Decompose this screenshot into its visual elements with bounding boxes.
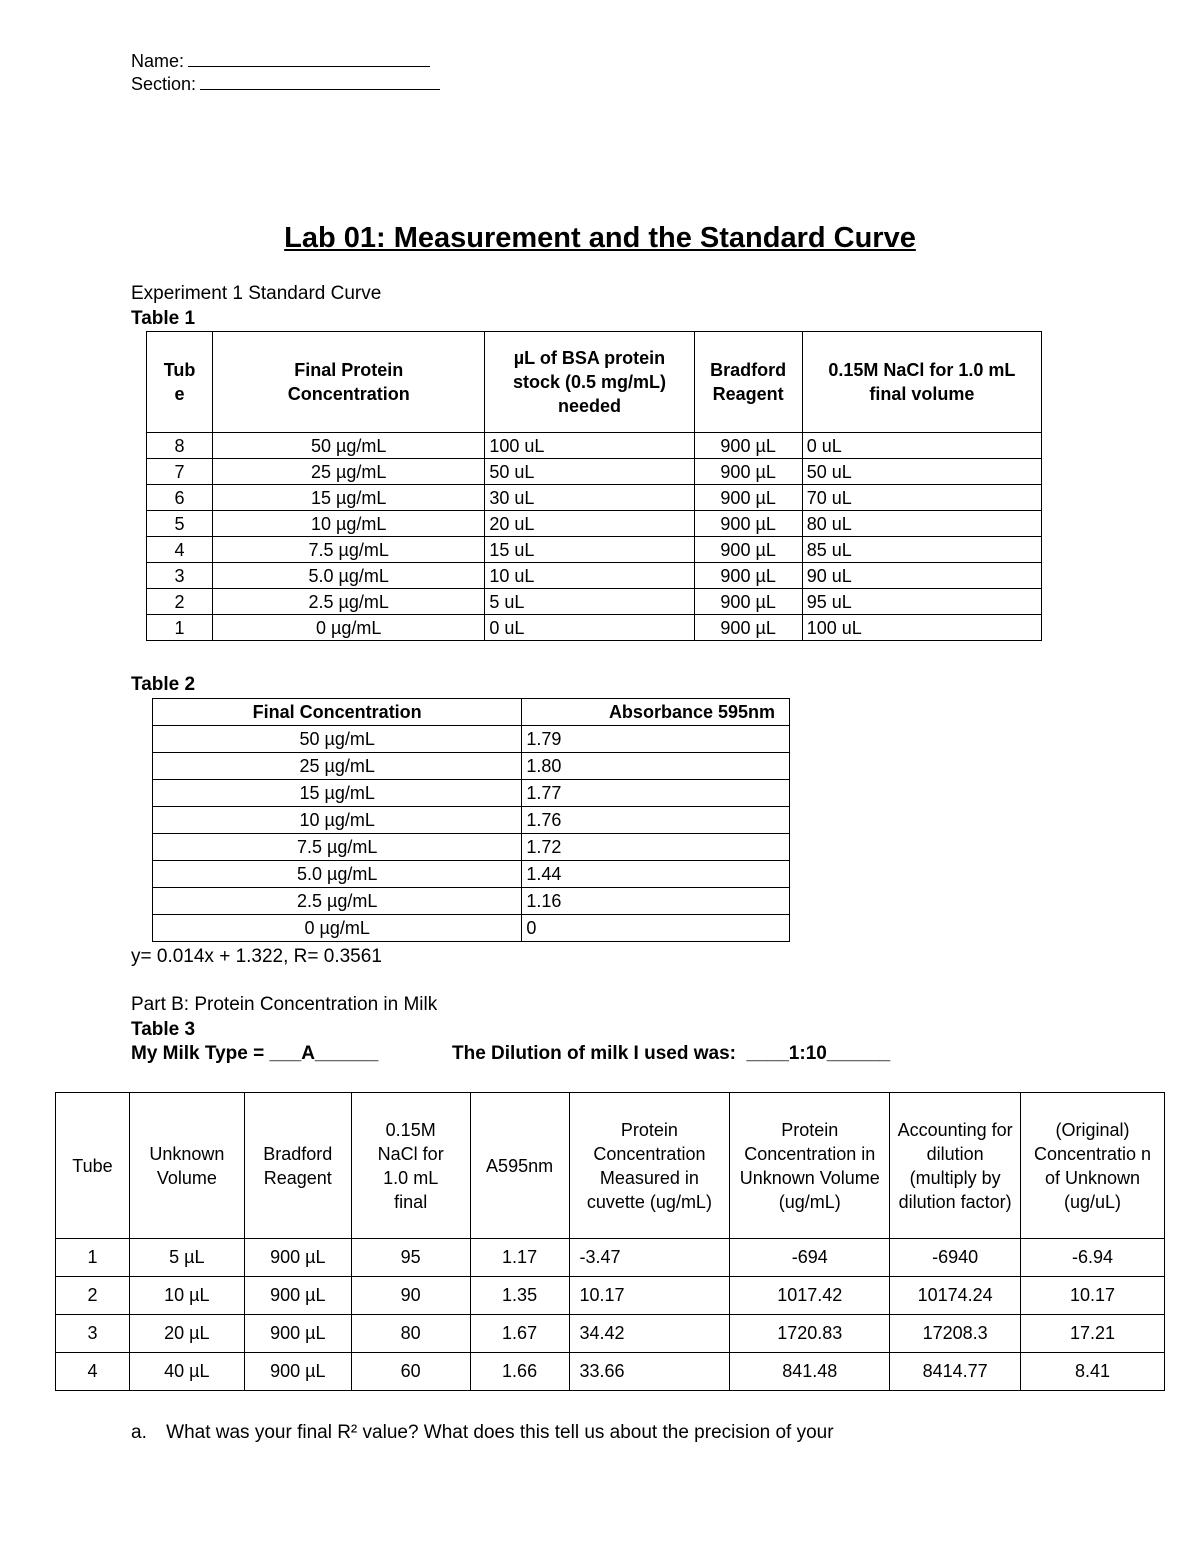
table2-header-row — [153, 699, 790, 726]
table1-row — [147, 459, 1042, 485]
table3-cell: -6.94 — [1021, 1239, 1165, 1277]
table1-cell: 3 — [147, 563, 213, 589]
table2-col-absorbance: Absorbance 595nm — [522, 699, 790, 726]
table3-cell: 1 — [56, 1239, 130, 1277]
table3-cell: 1.67 — [470, 1315, 569, 1353]
table1-cell: 900 µL — [694, 485, 802, 511]
table2-cell: 0 µg/mL — [153, 915, 522, 942]
table1-cell: 900 µL — [694, 537, 802, 563]
table3-cell: 1017.42 — [730, 1277, 890, 1315]
table3-cell: 20 µL — [129, 1315, 244, 1353]
table3-cell: 80 — [351, 1315, 470, 1353]
table3-cell: 900 µL — [244, 1239, 351, 1277]
partB-heading: Part B: Protein Concentration in Milk — [131, 994, 438, 1015]
table3-cell: 10174.24 — [890, 1277, 1021, 1315]
table1-row — [147, 537, 1042, 563]
table3-col-bradford: Bradford Reagent — [244, 1093, 351, 1239]
table3-cell: -694 — [730, 1239, 890, 1277]
table1-cell: 50 uL — [802, 459, 1041, 485]
table1-cell: 0 uL — [485, 615, 694, 641]
table1-cell: 2 — [147, 589, 213, 615]
regression-equation: y= 0.014x + 1.322, R= 0.3561 — [131, 946, 382, 967]
table1-cell: 85 uL — [802, 537, 1041, 563]
table1-cell: 15 uL — [485, 537, 694, 563]
table3-cell: 2 — [56, 1277, 130, 1315]
table3-cell: 17.21 — [1021, 1315, 1165, 1353]
table1-cell: 6 — [147, 485, 213, 511]
table1-col-final-concentration: Final Protein Concentration — [213, 332, 485, 433]
table1-cell: 15 µg/mL — [213, 485, 485, 511]
table3-cell: 3 — [56, 1315, 130, 1353]
table1-cell: 50 µg/mL — [213, 433, 485, 459]
table3-header-row — [56, 1093, 1165, 1239]
table1-cell: 0 µg/mL — [213, 615, 485, 641]
table1-cell: 5 uL — [485, 589, 694, 615]
table3-cell: 900 µL — [244, 1353, 351, 1391]
table2-cell: 1.76 — [522, 807, 790, 834]
table1-cell: 10 µg/mL — [213, 511, 485, 537]
page-title: Lab 01: Measurement and the Standard Curve — [284, 222, 916, 254]
table3-col-tube: Tube — [56, 1093, 130, 1239]
name-field — [131, 50, 430, 72]
section-blank[interactable] — [200, 75, 440, 90]
table3-col-a595: A595nm — [470, 1093, 569, 1239]
table1-cell: 7.5 µg/mL — [213, 537, 485, 563]
name-label: Name: — [131, 51, 185, 71]
table1-cell: 8 — [147, 433, 213, 459]
table1-cell: 95 uL — [802, 589, 1041, 615]
table2-cell: 7.5 µg/mL — [153, 834, 522, 861]
question-a — [131, 1422, 834, 1444]
milk-type-line: My Milk Type = ___A______ — [131, 1043, 379, 1064]
table2-cell: 15 µg/mL — [153, 780, 522, 807]
table2-cell: 1.80 — [522, 753, 790, 780]
table2-cell: 2.5 µg/mL — [153, 888, 522, 915]
table2-row — [153, 726, 790, 753]
table3-cell: -3.47 — [569, 1239, 730, 1277]
table3-label: Table 3 — [131, 1019, 196, 1040]
table2-row — [153, 915, 790, 942]
table2-cell: 1.72 — [522, 834, 790, 861]
table1-cell: 900 µL — [694, 433, 802, 459]
table1-cell: 50 uL — [485, 459, 694, 485]
table3-cell: 1.17 — [470, 1239, 569, 1277]
table2-row — [153, 753, 790, 780]
table2-cell: 0 — [522, 915, 790, 942]
table1-row — [147, 433, 1042, 459]
table3-cell: 900 µL — [244, 1277, 351, 1315]
table1-cell: 25 µg/mL — [213, 459, 485, 485]
table1-cell: 7 — [147, 459, 213, 485]
table1-cell: 900 µL — [694, 511, 802, 537]
table1-col-bsa-volume: µL of BSA protein stock (0.5 mg/mL) needed — [485, 332, 694, 433]
table3-cell: 1.35 — [470, 1277, 569, 1315]
table3-row — [56, 1277, 1165, 1315]
table1-col-nacl: 0.15M NaCl for 1.0 mL final volume — [802, 332, 1041, 433]
table2-row — [153, 861, 790, 888]
table2-cell: 1.44 — [522, 861, 790, 888]
table3-cell: 34.42 — [569, 1315, 730, 1353]
table2-cell: 5.0 µg/mL — [153, 861, 522, 888]
table1-row — [147, 589, 1042, 615]
table1-cell: 80 uL — [802, 511, 1041, 537]
table3-cell: 10.17 — [1021, 1277, 1165, 1315]
table2-row — [153, 780, 790, 807]
table2-row — [153, 834, 790, 861]
table1-header-row — [147, 332, 1042, 433]
table3-col-nacl: 0.15M NaCl for 1.0 mL final — [351, 1093, 470, 1239]
table1-cell: 90 uL — [802, 563, 1041, 589]
table1-cell: 70 uL — [802, 485, 1041, 511]
table2-cell: 1.77 — [522, 780, 790, 807]
table3-cell: 8.41 — [1021, 1353, 1165, 1391]
table1-cell: 1 — [147, 615, 213, 641]
table1-row — [147, 511, 1042, 537]
name-blank[interactable] — [188, 52, 430, 67]
table2-row — [153, 807, 790, 834]
table1-col-tube: Tub e — [147, 332, 213, 433]
table3-col-unknown-volume: Unknown Volume — [129, 1093, 244, 1239]
table3-row — [56, 1353, 1165, 1391]
table3-cell: 60 — [351, 1353, 470, 1391]
table3-cell: 8414.77 — [890, 1353, 1021, 1391]
table1-cell: 900 µL — [694, 615, 802, 641]
table3-cell: -6940 — [890, 1239, 1021, 1277]
table1-cell: 100 uL — [802, 615, 1041, 641]
table1-row — [147, 615, 1042, 641]
table3-cell: 4 — [56, 1353, 130, 1391]
table1-cell: 900 µL — [694, 589, 802, 615]
table1-cell: 100 uL — [485, 433, 694, 459]
table3 — [55, 1092, 1165, 1391]
table1-cell: 900 µL — [694, 563, 802, 589]
table2 — [152, 698, 790, 942]
table2-cell: 10 µg/mL — [153, 807, 522, 834]
table1-col-bradford: Bradford Reagent — [694, 332, 802, 433]
table2-cell: 50 µg/mL — [153, 726, 522, 753]
table1-row — [147, 485, 1042, 511]
table2-col-concentration: Final Concentration — [153, 699, 522, 726]
table1-cell: 30 uL — [485, 485, 694, 511]
experiment1-heading: Experiment 1 Standard Curve — [131, 283, 382, 304]
question-a-text: What was your final R² value? What does this tell us about the precision of your — [166, 1422, 834, 1443]
table1 — [146, 331, 1042, 641]
section-label: Section: — [131, 74, 197, 94]
table3-cell: 10.17 — [569, 1277, 730, 1315]
table3-col-original-concentration: (Original) Concentratio n of Unknown (ug/uL) — [1021, 1093, 1165, 1239]
table3-cell: 33.66 — [569, 1353, 730, 1391]
table1-label: Table 1 — [131, 308, 196, 329]
table1-cell: 5 — [147, 511, 213, 537]
table3-col-unknown-concentration: Protein Concentration in Unknown Volume (ug/mL) — [730, 1093, 890, 1239]
table3-cell: 40 µL — [129, 1353, 244, 1391]
table1-cell: 2.5 µg/mL — [213, 589, 485, 615]
table2-label: Table 2 — [131, 674, 196, 695]
question-a-marker: a. — [131, 1422, 147, 1443]
table2-cell: 1.16 — [522, 888, 790, 915]
section-field — [131, 73, 440, 95]
table3-col-cuvette-concentration: Protein Concentration Measured in cuvette (ug/mL) — [569, 1093, 730, 1239]
table3-cell: 90 — [351, 1277, 470, 1315]
table3-cell: 17208.3 — [890, 1315, 1021, 1353]
table3-cell: 95 — [351, 1239, 470, 1277]
table3-col-dilution-accounting: Accounting for dilution (multiply by dilution factor) — [890, 1093, 1021, 1239]
table1-cell: 900 µL — [694, 459, 802, 485]
table1-cell: 5.0 µg/mL — [213, 563, 485, 589]
table3-row — [56, 1239, 1165, 1277]
table3-row — [56, 1315, 1165, 1353]
table1-cell: 20 uL — [485, 511, 694, 537]
table2-cell: 1.79 — [522, 726, 790, 753]
table1-cell: 4 — [147, 537, 213, 563]
table3-cell: 841.48 — [730, 1353, 890, 1391]
table3-cell: 1.66 — [470, 1353, 569, 1391]
table1-cell: 10 uL — [485, 563, 694, 589]
table2-cell: 25 µg/mL — [153, 753, 522, 780]
table3-cell: 10 µL — [129, 1277, 244, 1315]
table3-cell: 1720.83 — [730, 1315, 890, 1353]
table1-cell: 0 uL — [802, 433, 1041, 459]
table3-cell: 900 µL — [244, 1315, 351, 1353]
table1-row — [147, 563, 1042, 589]
table3-cell: 5 µL — [129, 1239, 244, 1277]
table2-row — [153, 888, 790, 915]
dilution-line: The Dilution of milk I used was: ____1:10______ — [452, 1043, 891, 1064]
